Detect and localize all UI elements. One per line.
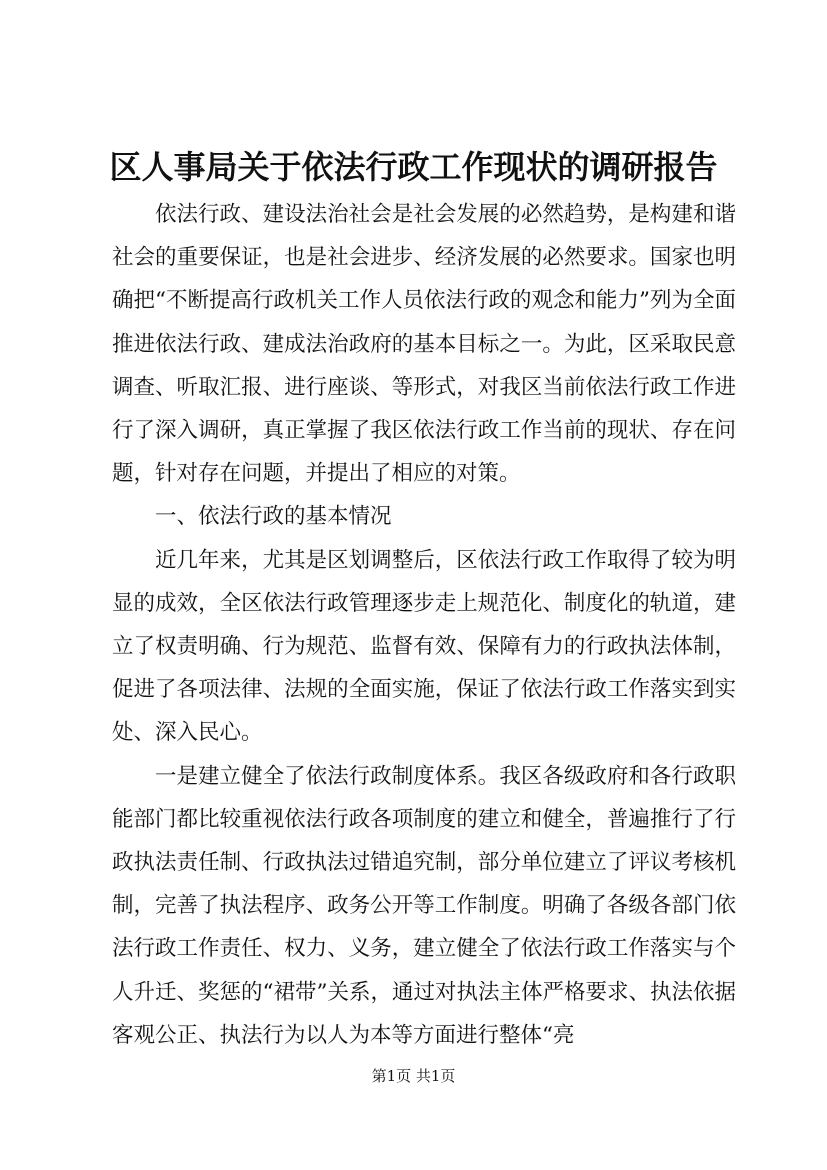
body-paragraph: 近几年来，尤其是区划调整后，区依法行政工作取得了较为明显的成效，全区依法行政管理逐步走上规范化、制度化的轨道，建立了权责明确、行为规范、监督有效、保障有力的行政执法体制，促进了各项法律、法规的全面实施，保证了依法行政工作落实到实处、深入民心。 — [112, 547, 736, 746]
section-heading: 一、依法行政的基本情况 — [155, 504, 392, 530]
intro-paragraph: 依法行政、建设法治社会是社会发展的必然趋势，是构建和谐社会的重要保证，也是社会进步、经济发展的必然要求。国家也明确把“不断提高行政机关工作人员依法行政的观念和能力”列为全面推进依法行政、建成法治政府的基本目标之一。为此，区采取民意调查、听取汇报、进行座谈、等形式，对我区当前依法行政工作进行了深入调研，真正掌握了我区依法行政工作当前的现状、存在问题，针对存在问题，并提出了相应的对策。 — [112, 202, 736, 487]
document-body — [112, 193, 736, 1057]
page-footer: 第1页 共1页 — [371, 1067, 456, 1085]
body-paragraph: 一是建立健全了依法行政制度体系。我区各级政府和各行政职能部门都比较重视依法行政各项制度的建立和健全，普遍推行了行政执法责任制、行政执法过错追究制，部分单位建立了评议考核机制，完善了执法程序、政务公开等工作制度。明确了各级各部门依法行政工作责任、权力、义务，建立健全了依法行政工作落实与个人升迁、奖惩的“裙带”关系，通过对执法主体严格要求、执法依据客观公正、执法行为以人为本等方面进行整体“亮 — [112, 763, 736, 1048]
document-title: 区人事局关于依法行政工作现状的调研报告 — [109, 148, 718, 186]
